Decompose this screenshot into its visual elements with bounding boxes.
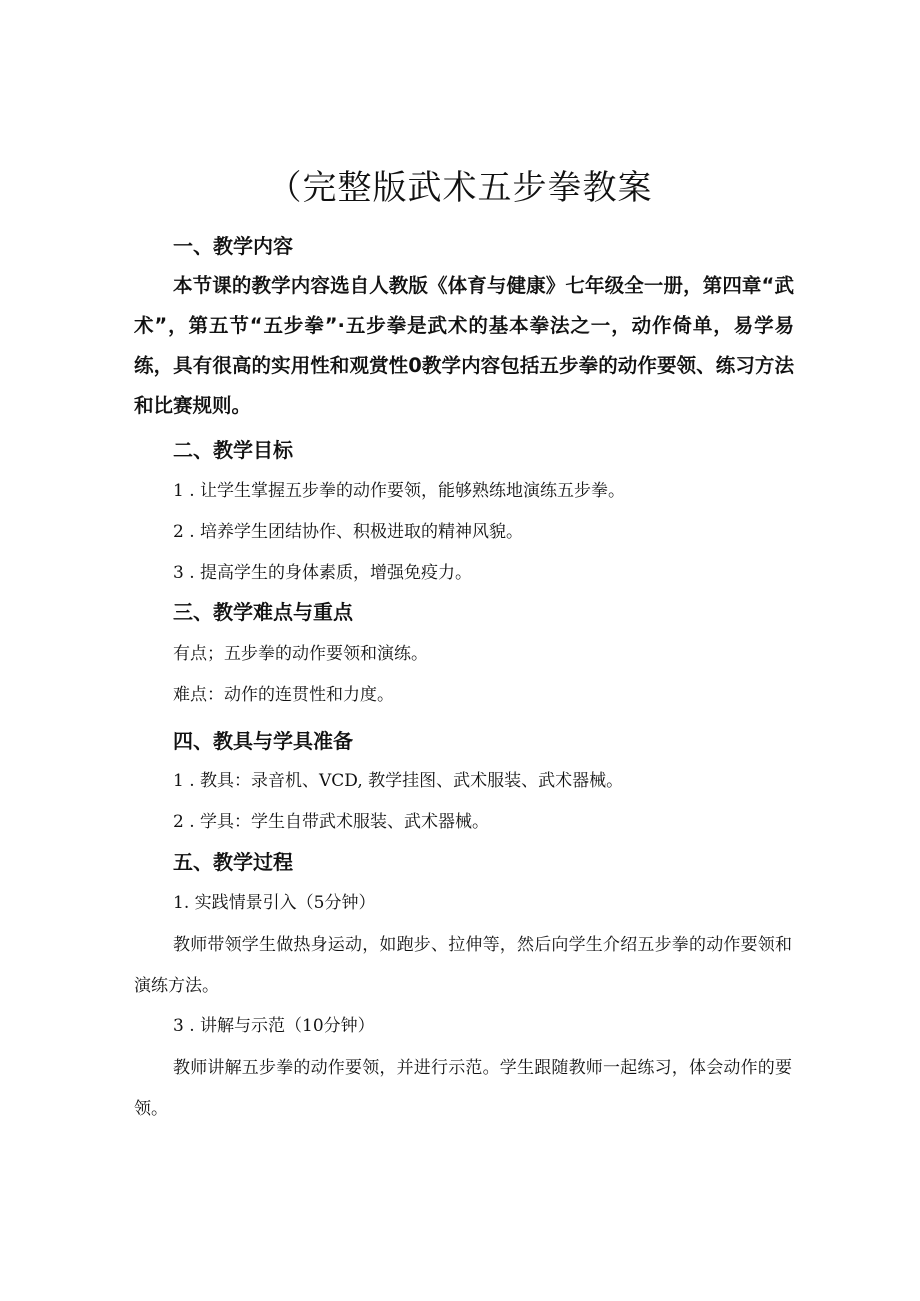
objective-item-3: 3 . 提高学生的身体素质，增强免疫力。 xyxy=(173,563,473,583)
section-heading-key-points: 三、教学难点与重点 xyxy=(173,600,353,624)
process-step-1-label: 1. 实践情景引入（5分钟） xyxy=(173,893,376,913)
teaching-aids-item: 1 . 教具：录音机、VCD, 教学挂图、武术服装、武术器械。 xyxy=(173,771,624,791)
process-step-2-paragraph: 教师讲解五步拳的动作要领，并进行示范。学生跟随教师一起练习，体会动作的要领。 xyxy=(134,1058,792,1119)
document-title: （完整版武术五步拳教案 xyxy=(267,168,653,208)
objective-item-1: 1 . 让学生掌握五步拳的动作要领，能够熟练地演练五步拳。 xyxy=(173,481,626,501)
section-heading-content: 一、教学内容 xyxy=(173,234,293,258)
section-heading-objectives: 二、教学目标 xyxy=(173,438,293,462)
section-heading-materials: 四、教具与学具准备 xyxy=(173,729,353,753)
process-step-2-label: 3 . 讲解与示范（10分钟） xyxy=(173,1016,375,1036)
objective-item-2: 2 . 培养学生团结协作、积极进取的精神风貌。 xyxy=(173,522,524,542)
key-point-item: 有点；五步拳的动作要领和演练。 xyxy=(173,644,428,664)
process-step-1-paragraph: 教师带领学生做热身运动，如跑步、拉伸等，然后向学生介绍五步拳的动作要领和演练方法。 xyxy=(134,935,792,996)
section-heading-process: 五、教学过程 xyxy=(173,850,293,874)
difficulty-item: 难点：动作的连贯性和力度。 xyxy=(173,685,394,705)
content-paragraph: 本节课的教学内容选自人教版《体育与健康》七年级全一册，第四章“武术”，第五节“五步拳”·五步拳是武术的基本拳法之一，动作倚单，易学易练，具有很高的实用性和观赏性0教学内容包括五步拳的动作要领、练习方法和比赛规则。 xyxy=(134,274,794,417)
learning-aids-item: 2 . 学具：学生自带武术服装、武术器械。 xyxy=(173,812,490,832)
